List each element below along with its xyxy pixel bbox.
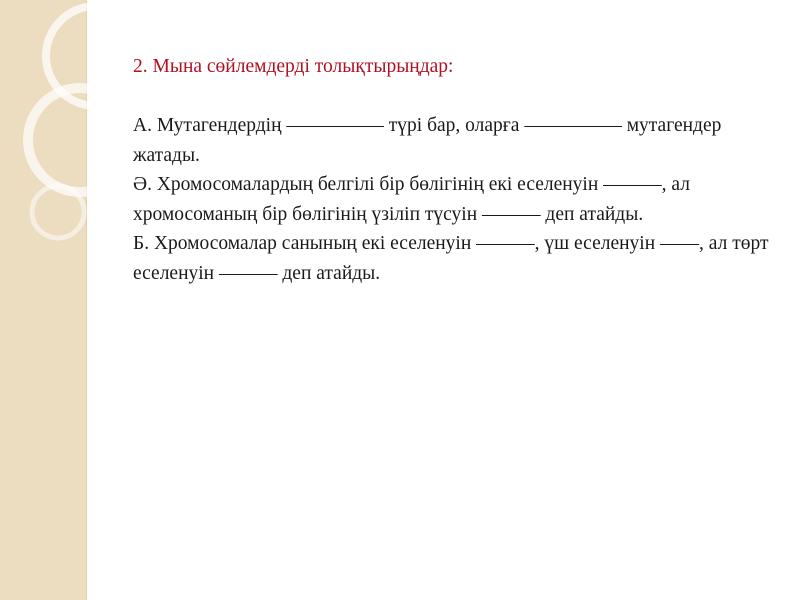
- slide-content: [133, 52, 773, 288]
- slide-title: 2. Мына сөйлемдерді толықтырыңдар:: [133, 56, 454, 77]
- paragraph-a: А. Мутагендердің ————— түрі бар, оларға ————— мутагендер жатады.: [133, 115, 722, 166]
- paragraph-ae: Ә. Хромосомалардың белгілі бір бөлігінің екі еселенуін ———, ал хромосоманың бір бөлігінің үзіліп түсуін ——— деп атайды.: [133, 174, 690, 225]
- decorative-rings: [0, 0, 150, 260]
- paragraph-b: Б. Хромосомалар санының екі еселенуін ———, үш еселенуін ——, ал төрт еселенуін ——— деп атайды.: [133, 233, 769, 284]
